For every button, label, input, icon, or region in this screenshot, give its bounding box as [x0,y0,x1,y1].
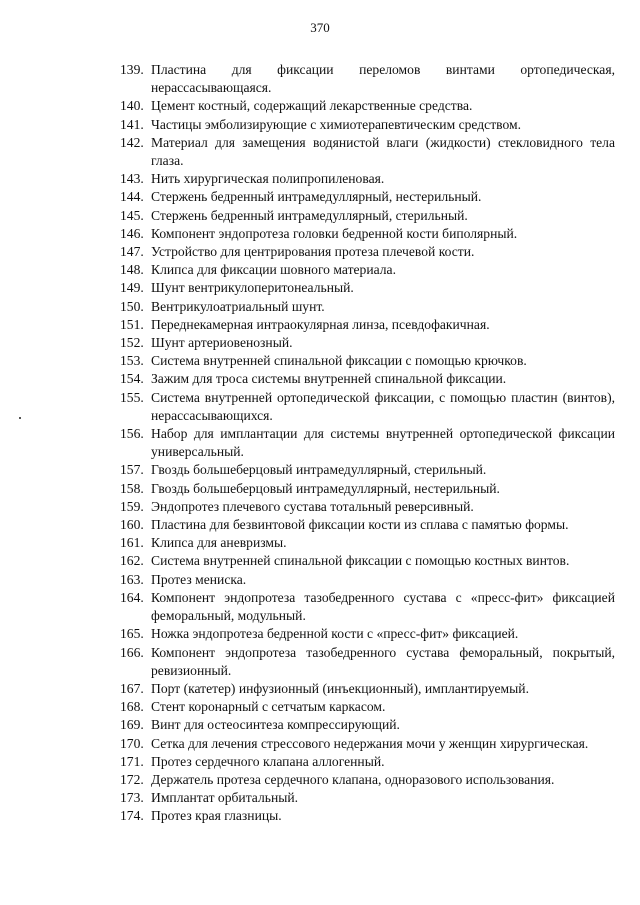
item-number: 157. [120,462,144,478]
list-item [120,425,615,461]
item-text: Компонент эндопротеза тазобедренного сустава с «пресс-фит» фиксацией феморальный, модульный. [151,589,615,624]
item-text: Эндопротез плечевого сустава тотальный реверсивный. [151,498,474,514]
item-text: Частицы эмболизирующие с химиотерапевтическим средством. [151,116,522,132]
list-item [120,807,615,825]
list-item [120,771,615,789]
document-item-list [120,61,615,826]
list-item [120,243,615,261]
item-number: 158. [120,480,144,496]
item-number: 152. [120,335,144,351]
item-text: Материал для замещения водянистой влаги (жидкости) стекловидного тела глаза. [151,134,615,169]
list-item [120,334,615,352]
list-item [120,389,615,425]
item-text: Переднекамерная интраокулярная линза, псевдофакичная. [151,316,490,332]
item-text: Стержень бедренный интрамедуллярный, нестерильный. [151,189,482,205]
item-text: Зажим для троса системы внутренней спинальной фиксации. [151,371,507,387]
item-number: 145. [120,207,144,223]
item-text: Система внутренней спинальной фиксации с помощью крючков. [151,353,527,369]
list-item [120,716,615,734]
item-number: 148. [120,262,144,278]
item-text: Протез сердечного клапана аллогенный. [151,753,385,769]
list-item [120,207,615,225]
item-text: Компонент эндопротеза головки бедренной кости биполярный. [151,225,518,241]
item-number: 159. [120,498,144,514]
item-text: Компонент эндопротеза тазобедренного сустава феморальный, покрытый, ревизионный. [151,644,615,678]
item-text: Протез края глазницы. [151,808,282,824]
list-item [120,789,615,807]
item-text: Протез мениска. [151,571,247,587]
list-item [120,552,615,570]
list-item [120,735,615,753]
item-number: 166. [120,644,144,660]
item-number: 163. [120,571,144,587]
item-number: 171. [120,753,144,769]
item-text: Пластина для безвинтовой фиксации кости из сплава с памятью формы. [151,517,569,533]
item-number: 170. [120,735,144,751]
item-text: Клипса для аневризмы. [151,535,287,551]
list-item [120,480,615,498]
list-item [120,498,615,516]
item-text: Устройство для центрирования протеза плечевой кости. [151,244,475,260]
item-text: Винт для остеосинтеза компрессирующий. [151,717,400,733]
item-number: 146. [120,225,144,241]
item-number: 150. [120,298,144,314]
item-number: 139. [120,62,144,77]
item-number: 141. [120,116,144,132]
item-number: 156. [120,426,144,442]
item-text: Порт (катетер) инфузионный (инъекционный), имплантируемый. [151,680,529,696]
list-item [120,116,615,134]
item-number: 151. [120,316,144,332]
list-item [120,698,615,716]
list-item [120,279,615,297]
item-number: 162. [120,553,144,569]
list-item [120,134,615,170]
item-number: 160. [120,517,144,533]
list-item [120,516,615,534]
list-item [120,625,615,643]
list-item [120,370,615,388]
item-text: Шунт артериовенозный. [151,335,293,351]
item-text: Гвоздь большеберцовый интрамедуллярный, стерильный. [151,462,487,478]
item-number: 149. [120,280,144,296]
item-number: 173. [120,790,144,806]
list-item [120,170,615,188]
item-text: Сетка для лечения стрессового недержания мочи у женщин хирургическая. [151,735,589,751]
item-number: 147. [120,244,144,260]
item-text: Нить хирургическая полипропиленовая. [151,171,385,187]
item-number: 154. [120,371,144,387]
item-number: 174. [120,808,144,824]
list-item [120,461,615,479]
scan-speck [19,417,21,419]
item-number: 172. [120,771,144,787]
item-text: Клипса для фиксации шовного материала. [151,262,396,278]
item-number: 164. [120,589,144,605]
item-text: Гвоздь большеберцовый интрамедуллярный, нестерильный. [151,480,500,496]
page-number: 370 [310,20,330,35]
item-text: Система внутренней ортопедической фиксации, с помощью пластин (винтов), нерассасывающихся. [151,389,615,423]
item-text: Шунт вентрикулоперитонеальный. [151,280,354,296]
item-number: 165. [120,626,144,642]
item-number: 153. [120,353,144,369]
list-item [120,571,615,589]
list-item [120,753,615,771]
item-number: 169. [120,717,144,733]
list-item [120,534,615,552]
item-number: 155. [120,389,144,405]
list-item [120,644,615,680]
item-number: 161. [120,535,144,551]
item-number: 144. [120,189,144,205]
item-number: 167. [120,680,144,696]
list-item [120,316,615,334]
list-item [120,352,615,370]
item-text: Стент коронарный с сетчатым каркасом. [151,699,386,715]
list-item [120,188,615,206]
list-item [120,225,615,243]
list-item [120,261,615,279]
item-number: 143. [120,171,144,187]
list-item [120,589,615,625]
item-number: 168. [120,699,144,715]
item-text: Ножка эндопротеза бедренной кости с «пресс-фит» фиксацией. [151,626,519,642]
list-item [120,680,615,698]
item-text: Стержень бедренный интрамедуллярный, стерильный. [151,207,468,223]
item-text: Набор для имплантации для системы внутренней ортопедической фиксации универсальный. [151,426,615,460]
item-number: 142. [120,134,144,150]
list-item [120,61,615,97]
item-text: Держатель протеза сердечного клапана, одноразового использования. [151,771,555,787]
list-item [120,298,615,316]
list-item [120,97,615,115]
item-number: 140. [120,98,144,114]
item-text: Имплантат орбитальный. [151,790,299,806]
item-text: Пластина для фиксации переломов винтами ортопедическая, нерассасывающаяся. [151,62,615,96]
item-text: Система внутренней спинальной фиксации с помощью костных винтов. [151,553,570,569]
item-text: Цемент костный, содержащий лекарственные средства. [151,98,473,114]
item-text: Вентрикулоатриальный шунт. [151,298,325,314]
